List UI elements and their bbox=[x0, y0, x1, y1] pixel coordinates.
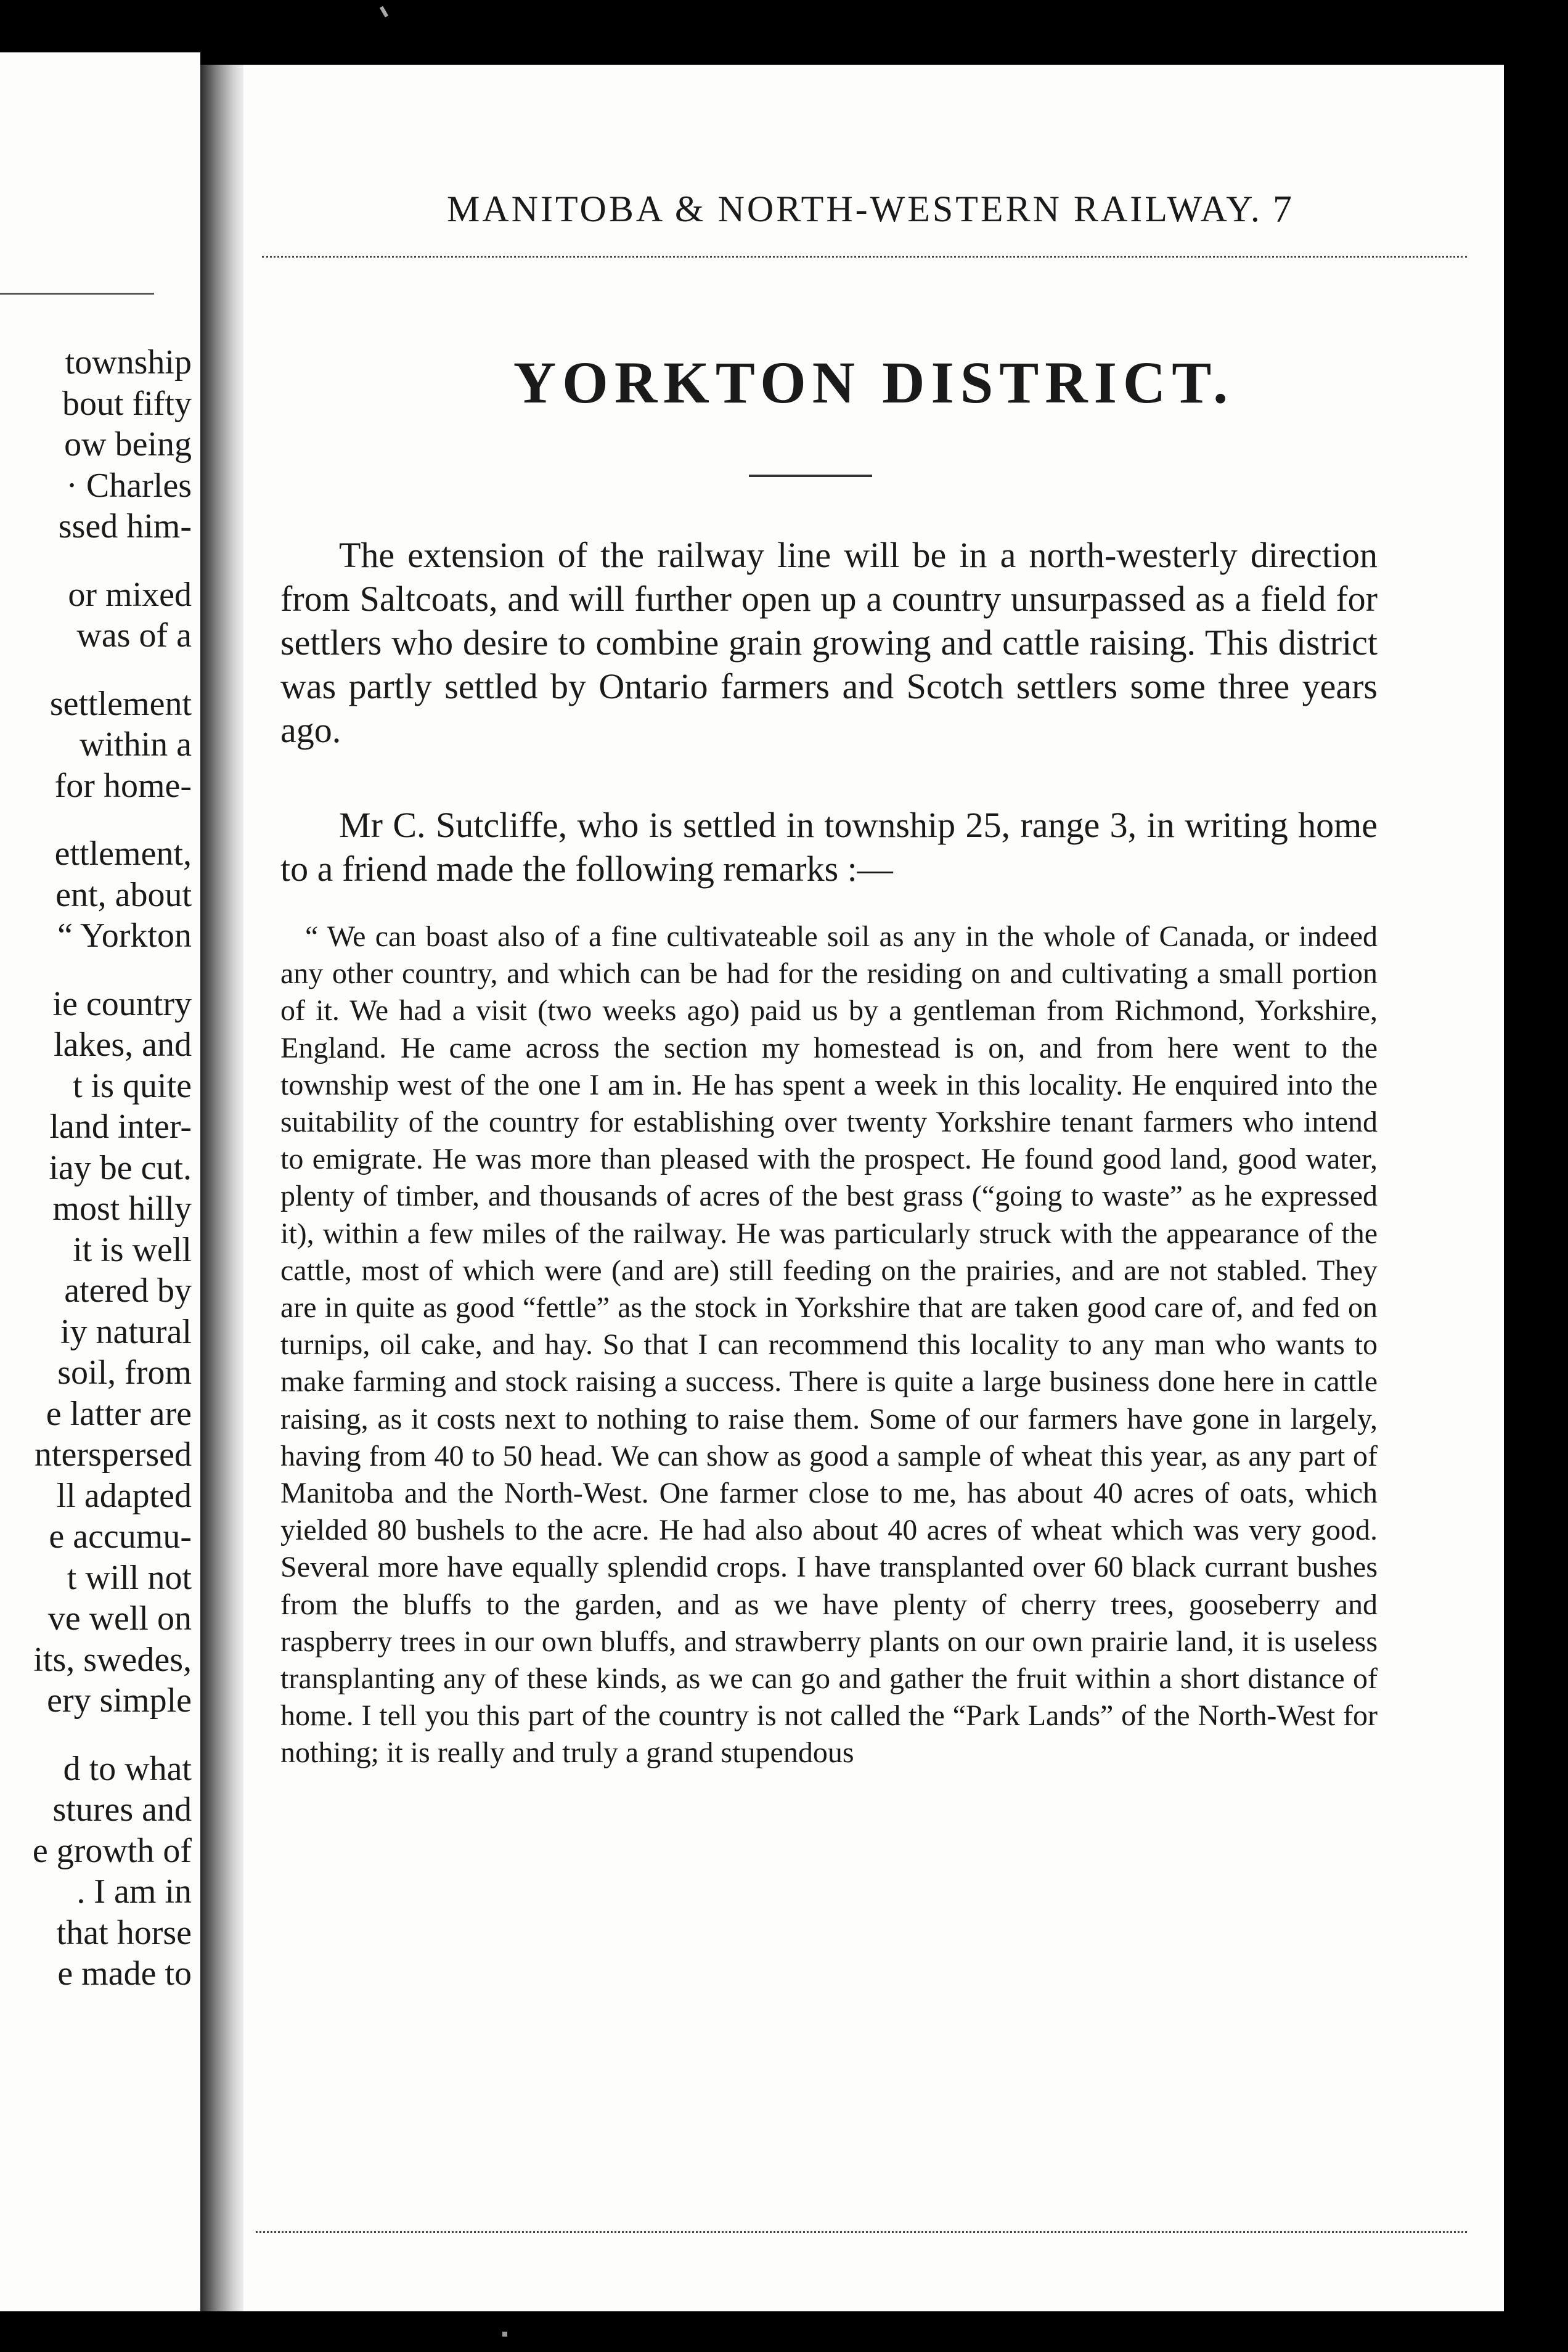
facing-page-line: its, swedes, bbox=[33, 1640, 192, 1679]
facing-page-line: stures and bbox=[52, 1791, 192, 1829]
page-title: YORKTON DISTRICT. bbox=[513, 349, 1235, 415]
facing-page-line: d to what bbox=[63, 1749, 192, 1788]
facing-page-line: “ Yorkton bbox=[57, 917, 192, 955]
facing-page-line: e growth of bbox=[32, 1831, 192, 1870]
facing-page-line: settlement bbox=[49, 684, 192, 723]
running-head: MANITOBA & NORTH-WESTERN RAILWAY. bbox=[447, 189, 1262, 229]
facing-page-gap bbox=[33, 656, 192, 684]
page-number: 7 bbox=[1273, 189, 1292, 231]
book-gutter bbox=[200, 65, 243, 2311]
facing-page-line: ll adapted bbox=[56, 1476, 192, 1515]
facing-page-line: e made to bbox=[57, 1954, 192, 1993]
facing-page-line: ie country bbox=[52, 984, 192, 1023]
facing-page-line: · Charles bbox=[66, 466, 192, 505]
facing-page-gap bbox=[33, 806, 192, 833]
facing-page-line: lakes, and bbox=[54, 1026, 192, 1064]
facing-page-line: e accumu- bbox=[49, 1517, 192, 1556]
facing-page-gap bbox=[33, 1721, 192, 1749]
facing-page-line: t is quite bbox=[73, 1066, 192, 1105]
facing-page-line: ettlement, bbox=[54, 835, 192, 873]
paragraph: The extension of the railway line will be in a north-westerly direction from Saltcoats, and will further open up a country unsurpassed as a field for settlers who desire to combine grain growing and cattle raising. This district was partly settled by Ontario farmers and Scotch settlers some three years ago. bbox=[280, 535, 1378, 750]
facing-page-line: atered by bbox=[64, 1272, 192, 1310]
header-rule bbox=[262, 256, 1467, 258]
facing-page-line: t will not bbox=[67, 1558, 192, 1597]
facing-page-line: ssed him- bbox=[58, 507, 192, 545]
facing-page-line: was of a bbox=[76, 616, 192, 655]
facing-page-gap bbox=[33, 957, 192, 984]
facing-page-line: land inter- bbox=[49, 1108, 192, 1146]
facing-page bbox=[0, 52, 200, 2311]
facing-page-text bbox=[33, 342, 192, 1995]
facing-page-line: within a bbox=[80, 725, 192, 764]
facing-page-line: ve well on bbox=[47, 1599, 192, 1638]
facing-page-line: . I am in bbox=[76, 1872, 192, 1911]
quoted-letter: “ We can boast also of a fine cultivateable soil as any in the whole of Canada, or indeed any other country, and which can be had for the residing on and cultivating a small portion of it. We had a visit (two weeks ago) paid us by a gentleman from Richmond, Yorkshire, England. He came across the section my homestead is on, and from here went to the township west of the one I am in. He has spent a week in this locality. He enquired into the suitability of the country for establishing over twenty Yorkshire tenant farmers who intend to emigrate. He was more than pleased with the prospect. He found good land, good water, plenty of timber, and thousands of acres of the best grass (“going to waste” as he expressed it), within a few miles of the railway. He was particularly struck with the appearance of the cattle, most of which were (and are) still feeding on the prairies, and are not stabled. They are in quite as good “fettle” as the stock in Yorkshire that are taken good care of, and fed on turnips, oil cake, and hay. So that I can recommend this locality to any man who wants to make farming and stock raising a success. There is quite a large business done here in cattle raising, as it costs next to nothing to raise them. Some of our farmers have gone in largely, having from 40 to 50 head. We can show as good a sample of wheat this year, as any part of Manitoba and the North-West. One farmer close to me, has about 40 acres of oats, which yielded 80 bushels to the acre. He had also about 40 acres of wheat which was very good. Several more have equally splendid crops. I have transplanted over 60 black currant bushes from the bluffs to the garden, and as we have plenty of cherry trees, gooseberry and raspberry trees in our own bluffs, and strawberry plants on our own prairie land, it is useless transplanting any of these kinds, as we can go and gather the fruit within a short distance of home. I tell you this part of the country is not called the “Park Lands” of the North-West for nothing; it is really and truly a grand stupendous bbox=[280, 920, 1378, 1770]
facing-page-line: bout fifty bbox=[62, 384, 192, 423]
facing-page-line: for home- bbox=[54, 766, 192, 805]
facing-page-line: ent, about bbox=[55, 875, 192, 914]
facing-page-line: ow being bbox=[64, 425, 192, 463]
facing-page-line: nterspersed bbox=[34, 1435, 192, 1474]
facing-page-line: iy natural bbox=[60, 1312, 192, 1351]
facing-page-gap bbox=[33, 547, 192, 574]
facing-page-rule bbox=[0, 293, 154, 295]
facing-page-line: it is well bbox=[73, 1230, 192, 1269]
facing-page-line: that horse bbox=[56, 1913, 192, 1952]
title-rule bbox=[749, 475, 872, 477]
page bbox=[243, 65, 1504, 2311]
facing-page-line: or mixed bbox=[68, 575, 192, 614]
facing-page-line: e latter are bbox=[46, 1394, 192, 1433]
facing-page-line: soil, from bbox=[57, 1354, 192, 1392]
paragraph: Mr C. Sutcliffe, who is settled in township 25, range 3, in writing home to a friend made the following remarks :— bbox=[280, 805, 1378, 889]
footer-rule bbox=[256, 2231, 1467, 2233]
facing-page-line: most hilly bbox=[52, 1190, 192, 1228]
facing-page-line: iay be cut. bbox=[49, 1148, 192, 1187]
facing-page-line: ery simple bbox=[47, 1681, 192, 1720]
scan-artifact bbox=[502, 2332, 507, 2337]
page-header bbox=[243, 188, 1504, 243]
scan-artifact bbox=[380, 6, 388, 18]
facing-page-line: township bbox=[65, 343, 192, 382]
